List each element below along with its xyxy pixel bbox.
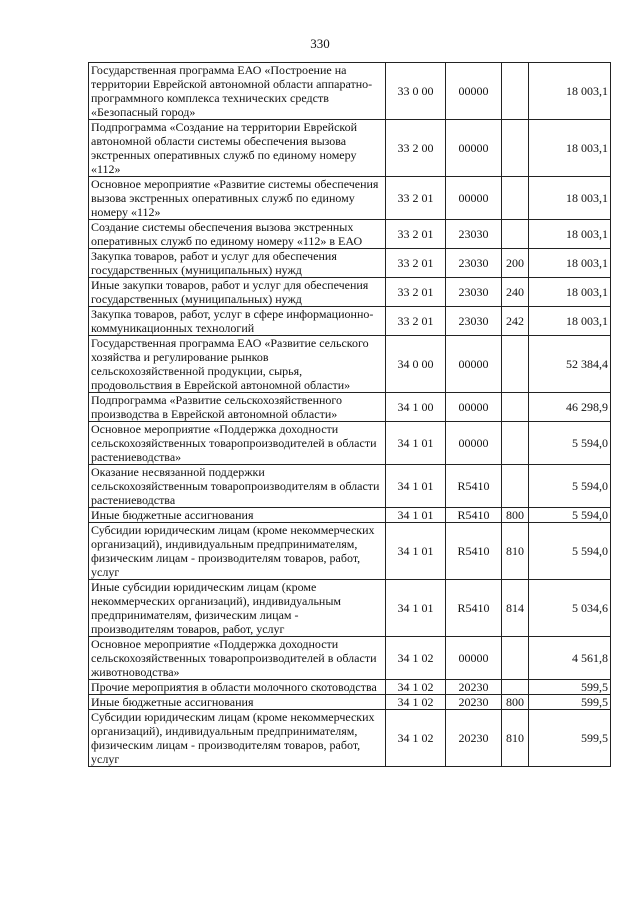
- amount-cell: 599,5: [529, 710, 611, 767]
- row-name-cell: Подпрограмма «Развитие сельскохозяйственного производства в Еврейской автономной области»: [89, 393, 386, 422]
- table-row: [89, 523, 611, 580]
- expense-item-cell: 20230: [446, 695, 502, 710]
- program-code-cell: 33 2 01: [386, 278, 446, 307]
- row-name-cell: Государственная программа ЕАО «Построение на территории Еврейской автономной области аппаратно-программного комплекса технических средств «Безопасный город»: [89, 63, 386, 120]
- expense-item-cell: 00000: [446, 177, 502, 220]
- amount-cell: 18 003,1: [529, 307, 611, 336]
- amount-cell: 18 003,1: [529, 220, 611, 249]
- budget-table-body: [89, 63, 611, 767]
- program-code-cell: 34 1 02: [386, 695, 446, 710]
- expense-type-cell: [502, 422, 529, 465]
- expense-item-cell: 20230: [446, 680, 502, 695]
- table-row: [89, 393, 611, 422]
- table-row: [89, 177, 611, 220]
- row-name-cell: Государственная программа ЕАО «Развитие сельского хозяйства и регулирование рынков сельскохозяйственной продукции, сырья, продовольствия в Еврейской автономной области»: [89, 336, 386, 393]
- table-row: [89, 120, 611, 177]
- expense-type-cell: 800: [502, 695, 529, 710]
- amount-cell: 599,5: [529, 680, 611, 695]
- row-name-cell: Основное мероприятие «Поддержка доходности сельскохозяйственных товаропроизводителей в области растениеводства»: [89, 422, 386, 465]
- table-row: [89, 580, 611, 637]
- table-row: [89, 422, 611, 465]
- expense-type-cell: 240: [502, 278, 529, 307]
- amount-cell: 599,5: [529, 695, 611, 710]
- expense-type-cell: [502, 177, 529, 220]
- table-row: [89, 465, 611, 508]
- expense-type-cell: [502, 220, 529, 249]
- row-name-cell: Оказание несвязанной поддержки сельскохозяйственным товаропроизводителям в области растениеводства: [89, 465, 386, 508]
- row-name-cell: Закупка товаров, работ, услуг в сфере информационно-коммуникационных технологий: [89, 307, 386, 336]
- table-row: [89, 63, 611, 120]
- table-row: [89, 637, 611, 680]
- expense-type-cell: 200: [502, 249, 529, 278]
- amount-cell: 18 003,1: [529, 63, 611, 120]
- expense-type-cell: 810: [502, 523, 529, 580]
- amount-cell: 4 561,8: [529, 637, 611, 680]
- expense-type-cell: [502, 680, 529, 695]
- amount-cell: 18 003,1: [529, 278, 611, 307]
- row-name-cell: Создание системы обеспечения вызова экстренных оперативных служб по единому номеру «112» в ЕАО: [89, 220, 386, 249]
- amount-cell: 5 594,0: [529, 523, 611, 580]
- table-row: [89, 695, 611, 710]
- program-code-cell: 33 0 00: [386, 63, 446, 120]
- row-name-cell: Иные бюджетные ассигнования: [89, 695, 386, 710]
- row-name-cell: Субсидии юридическим лицам (кроме некоммерческих организаций), индивидуальным предпринимателям, физическим лицам - производителям товаров, работ, услуг: [89, 710, 386, 767]
- table-row: [89, 336, 611, 393]
- amount-cell: 5 594,0: [529, 508, 611, 523]
- row-name-cell: Прочие мероприятия в области молочного скотоводства: [89, 680, 386, 695]
- program-code-cell: 34 1 01: [386, 580, 446, 637]
- amount-cell: 5 594,0: [529, 422, 611, 465]
- row-name-cell: Субсидии юридическим лицам (кроме некоммерческих организаций), индивидуальным предпринимателям, физическим лицам - производителям товаров, работ, услуг: [89, 523, 386, 580]
- program-code-cell: 34 1 00: [386, 393, 446, 422]
- expense-item-cell: 00000: [446, 393, 502, 422]
- amount-cell: 18 003,1: [529, 249, 611, 278]
- expense-type-cell: [502, 120, 529, 177]
- program-code-cell: 33 2 00: [386, 120, 446, 177]
- row-name-cell: Иные закупки товаров, работ и услуг для обеспечения государственных (муниципальных) нужд: [89, 278, 386, 307]
- budget-table: [88, 62, 611, 767]
- expense-type-cell: [502, 637, 529, 680]
- amount-cell: 5 034,6: [529, 580, 611, 637]
- expense-item-cell: R5410: [446, 465, 502, 508]
- expense-item-cell: 20230: [446, 710, 502, 767]
- row-name-cell: Иные субсидии юридическим лицам (кроме некоммерческих организаций), индивидуальным предпринимателям, физическим лицам - производителям товаров, работ, услуг: [89, 580, 386, 637]
- program-code-cell: 34 1 01: [386, 422, 446, 465]
- page-number: 330: [310, 36, 330, 51]
- table-row: [89, 680, 611, 695]
- program-code-cell: 34 0 00: [386, 336, 446, 393]
- expense-type-cell: 242: [502, 307, 529, 336]
- expense-item-cell: 00000: [446, 637, 502, 680]
- amount-cell: 18 003,1: [529, 177, 611, 220]
- expense-type-cell: 800: [502, 508, 529, 523]
- expense-item-cell: 00000: [446, 422, 502, 465]
- expense-item-cell: 23030: [446, 249, 502, 278]
- table-row: [89, 249, 611, 278]
- amount-cell: 5 594,0: [529, 465, 611, 508]
- row-name-cell: Основное мероприятие «Развитие системы обеспечения вызова экстренных оперативных служб по единому номеру «112»: [89, 177, 386, 220]
- table-row: [89, 220, 611, 249]
- expense-type-cell: 814: [502, 580, 529, 637]
- expense-type-cell: [502, 336, 529, 393]
- amount-cell: 46 298,9: [529, 393, 611, 422]
- expense-type-cell: [502, 393, 529, 422]
- expense-type-cell: [502, 63, 529, 120]
- program-code-cell: 34 1 02: [386, 680, 446, 695]
- expense-item-cell: 23030: [446, 220, 502, 249]
- program-code-cell: 34 1 01: [386, 465, 446, 508]
- program-code-cell: 34 1 01: [386, 508, 446, 523]
- program-code-cell: 33 2 01: [386, 177, 446, 220]
- expense-item-cell: 00000: [446, 120, 502, 177]
- table-row: [89, 307, 611, 336]
- amount-cell: 18 003,1: [529, 120, 611, 177]
- expense-item-cell: 00000: [446, 336, 502, 393]
- program-code-cell: 33 2 01: [386, 249, 446, 278]
- expense-type-cell: [502, 465, 529, 508]
- program-code-cell: 34 1 01: [386, 523, 446, 580]
- expense-item-cell: 23030: [446, 307, 502, 336]
- expense-item-cell: 23030: [446, 278, 502, 307]
- row-name-cell: Закупка товаров, работ и услуг для обеспечения государственных (муниципальных) нужд: [89, 249, 386, 278]
- expense-item-cell: R5410: [446, 508, 502, 523]
- program-code-cell: 34 1 02: [386, 710, 446, 767]
- table-row: [89, 278, 611, 307]
- expense-item-cell: 00000: [446, 63, 502, 120]
- program-code-cell: 34 1 02: [386, 637, 446, 680]
- row-name-cell: Подпрограмма «Создание на территории Еврейской автономной области системы обеспечения вызова экстренных оперативных служб по единому номеру «112»: [89, 120, 386, 177]
- expense-item-cell: R5410: [446, 580, 502, 637]
- row-name-cell: Основное мероприятие «Поддержка доходности сельскохозяйственных товаропроизводителей в области животноводства»: [89, 637, 386, 680]
- expense-item-cell: R5410: [446, 523, 502, 580]
- table-row: [89, 710, 611, 767]
- program-code-cell: 33 2 01: [386, 307, 446, 336]
- amount-cell: 52 384,4: [529, 336, 611, 393]
- expense-type-cell: 810: [502, 710, 529, 767]
- program-code-cell: 33 2 01: [386, 220, 446, 249]
- table-row: [89, 508, 611, 523]
- row-name-cell: Иные бюджетные ассигнования: [89, 508, 386, 523]
